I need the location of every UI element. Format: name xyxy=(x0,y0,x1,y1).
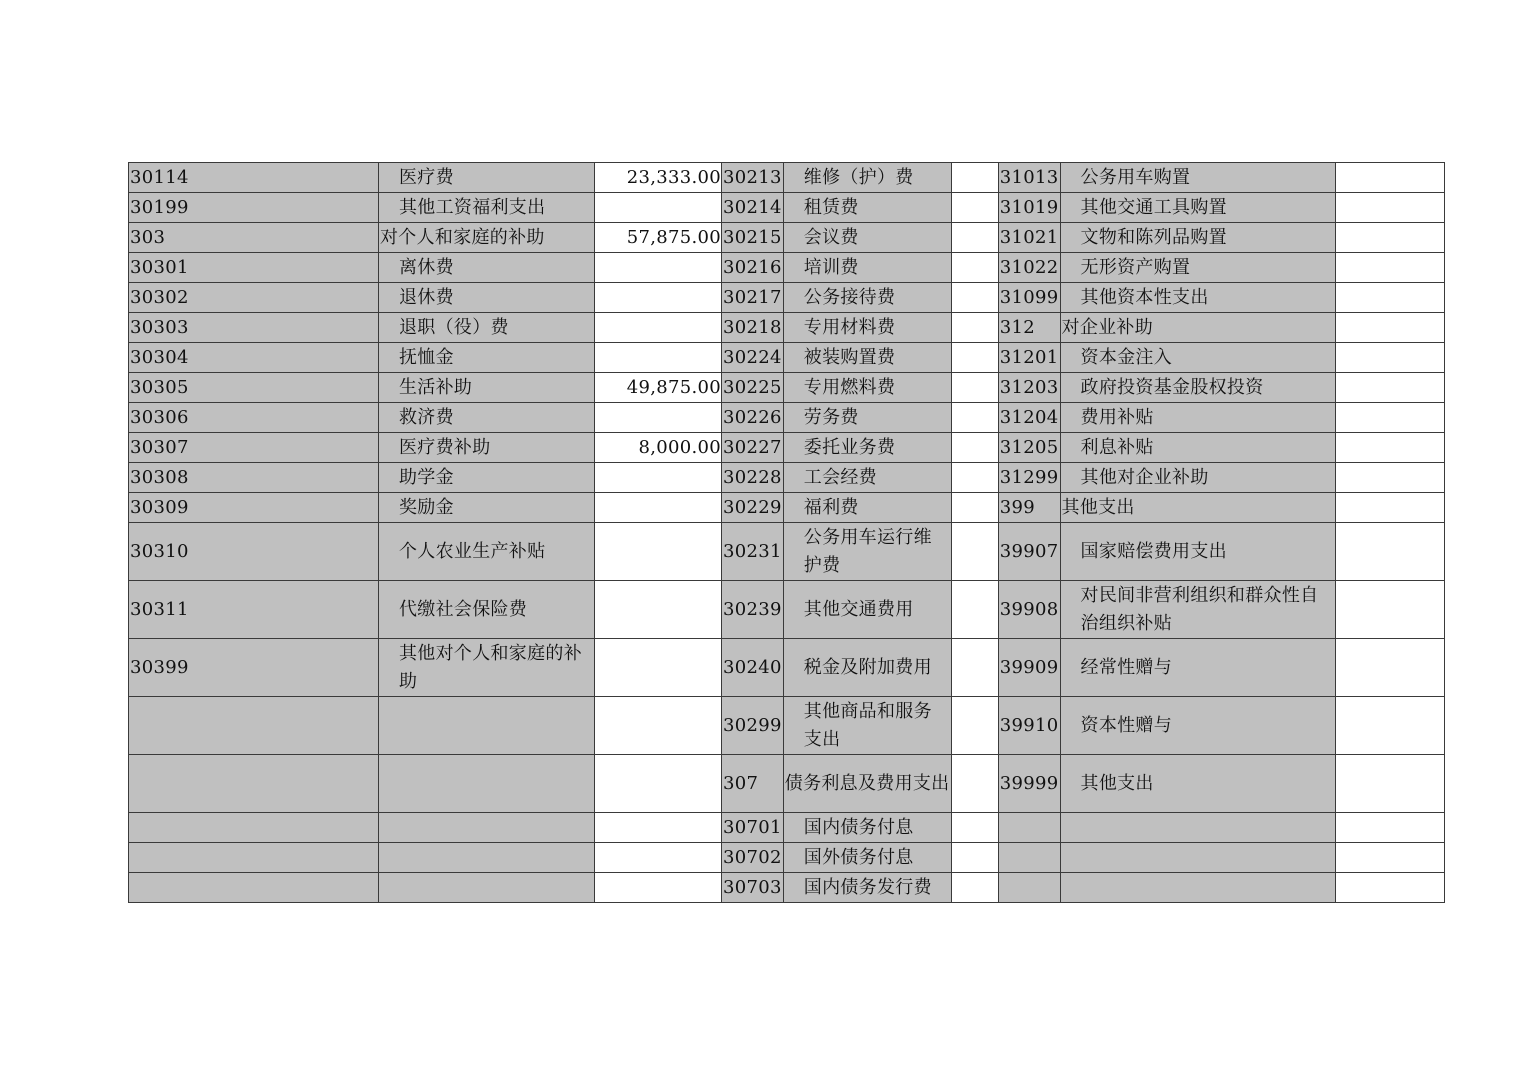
name-cell: 退职（役）费 xyxy=(379,313,595,343)
code-cell: 31205 xyxy=(998,433,1060,463)
amount-cell xyxy=(595,253,722,283)
name-cell xyxy=(379,697,595,755)
amount-cell xyxy=(1335,433,1444,463)
name-cell: 对企业补助 xyxy=(1060,313,1335,343)
amount-cell xyxy=(595,193,722,223)
name-cell: 其他支出 xyxy=(1060,755,1335,813)
code-cell: 30214 xyxy=(722,193,784,223)
amount-cell xyxy=(595,697,722,755)
table-row xyxy=(129,697,1445,755)
amount-cell xyxy=(1335,697,1444,755)
amount-cell xyxy=(1335,343,1444,373)
table-row xyxy=(129,843,1445,873)
amount-cell xyxy=(951,223,998,253)
name-cell: 委托业务费 xyxy=(783,433,951,463)
code-cell xyxy=(998,843,1060,873)
code-cell xyxy=(129,813,379,843)
name-cell: 其他资本性支出 xyxy=(1060,283,1335,313)
name-cell: 代缴社会保险费 xyxy=(379,581,595,639)
code-cell: 30308 xyxy=(129,463,379,493)
table-row xyxy=(129,193,1445,223)
name-cell: 维修（护）费 xyxy=(783,163,951,193)
amount-cell: 57,875.00 xyxy=(595,223,722,253)
table-body xyxy=(129,163,1445,903)
table-row xyxy=(129,639,1445,697)
amount-cell xyxy=(951,313,998,343)
amount-cell xyxy=(1335,755,1444,813)
name-cell: 其他对个人和家庭的补助 xyxy=(379,639,595,697)
amount-cell xyxy=(951,463,998,493)
amount-cell xyxy=(951,493,998,523)
amount-cell xyxy=(1335,523,1444,581)
code-cell: 30216 xyxy=(722,253,784,283)
code-cell: 31019 xyxy=(998,193,1060,223)
table-row xyxy=(129,433,1445,463)
code-cell: 312 xyxy=(998,313,1060,343)
amount-cell xyxy=(595,493,722,523)
code-cell: 399 xyxy=(998,493,1060,523)
amount-cell xyxy=(595,755,722,813)
code-cell: 30224 xyxy=(722,343,784,373)
code-cell: 30227 xyxy=(722,433,784,463)
amount-cell xyxy=(595,313,722,343)
code-cell: 30399 xyxy=(129,639,379,697)
code-cell: 30701 xyxy=(722,813,784,843)
table-row xyxy=(129,283,1445,313)
amount-cell xyxy=(1335,313,1444,343)
code-cell: 30302 xyxy=(129,283,379,313)
code-cell: 39999 xyxy=(998,755,1060,813)
amount-cell xyxy=(595,523,722,581)
amount-cell xyxy=(1335,463,1444,493)
name-cell xyxy=(379,843,595,873)
code-cell: 39908 xyxy=(998,581,1060,639)
name-cell: 政府投资基金股权投资 xyxy=(1060,373,1335,403)
code-cell: 31299 xyxy=(998,463,1060,493)
name-cell: 专用材料费 xyxy=(783,313,951,343)
amount-cell xyxy=(1335,193,1444,223)
name-cell: 租赁费 xyxy=(783,193,951,223)
amount-cell xyxy=(1335,843,1444,873)
name-cell: 对个人和家庭的补助 xyxy=(379,223,595,253)
name-cell: 被装购置费 xyxy=(783,343,951,373)
code-cell: 31203 xyxy=(998,373,1060,403)
name-cell: 其他对企业补助 xyxy=(1060,463,1335,493)
code-cell xyxy=(998,873,1060,903)
code-cell: 30231 xyxy=(722,523,784,581)
amount-cell xyxy=(951,193,998,223)
amount-cell xyxy=(1335,493,1444,523)
name-cell: 国家赔偿费用支出 xyxy=(1060,523,1335,581)
name-cell: 公务接待费 xyxy=(783,283,951,313)
code-cell: 31013 xyxy=(998,163,1060,193)
amount-cell xyxy=(595,813,722,843)
name-cell: 其他支出 xyxy=(1060,493,1335,523)
amount-cell xyxy=(951,639,998,697)
code-cell: 30299 xyxy=(722,697,784,755)
amount-cell xyxy=(951,433,998,463)
name-cell: 对民间非营利组织和群众性自治组织补贴 xyxy=(1060,581,1335,639)
table-row xyxy=(129,581,1445,639)
code-cell: 30229 xyxy=(722,493,784,523)
code-cell: 30215 xyxy=(722,223,784,253)
code-cell: 39909 xyxy=(998,639,1060,697)
name-cell: 工会经费 xyxy=(783,463,951,493)
amount-cell xyxy=(951,283,998,313)
code-cell xyxy=(129,873,379,903)
table-row xyxy=(129,873,1445,903)
code-cell xyxy=(998,813,1060,843)
amount-cell xyxy=(1335,373,1444,403)
code-cell: 30303 xyxy=(129,313,379,343)
amount-cell xyxy=(1335,253,1444,283)
name-cell: 无形资产购置 xyxy=(1060,253,1335,283)
code-cell: 30702 xyxy=(722,843,784,873)
code-cell: 30114 xyxy=(129,163,379,193)
name-cell xyxy=(1060,873,1335,903)
name-cell: 退休费 xyxy=(379,283,595,313)
code-cell: 31021 xyxy=(998,223,1060,253)
table-row xyxy=(129,403,1445,433)
amount-cell xyxy=(1335,873,1444,903)
code-cell: 30310 xyxy=(129,523,379,581)
name-cell: 福利费 xyxy=(783,493,951,523)
amount-cell xyxy=(951,253,998,283)
expense-classification-table xyxy=(128,162,1445,903)
name-cell: 公务用车购置 xyxy=(1060,163,1335,193)
name-cell: 救济费 xyxy=(379,403,595,433)
amount-cell xyxy=(595,639,722,697)
name-cell: 税金及附加费用 xyxy=(783,639,951,697)
name-cell: 会议费 xyxy=(783,223,951,253)
code-cell xyxy=(129,755,379,813)
amount-cell xyxy=(951,373,998,403)
code-cell: 30218 xyxy=(722,313,784,343)
code-cell: 30239 xyxy=(722,581,784,639)
amount-cell xyxy=(595,463,722,493)
amount-cell xyxy=(951,843,998,873)
name-cell: 医疗费 xyxy=(379,163,595,193)
code-cell: 30225 xyxy=(722,373,784,403)
code-cell: 30217 xyxy=(722,283,784,313)
code-cell: 31201 xyxy=(998,343,1060,373)
amount-cell xyxy=(1335,283,1444,313)
name-cell: 国外债务付息 xyxy=(783,843,951,873)
table-row xyxy=(129,755,1445,813)
code-cell: 30305 xyxy=(129,373,379,403)
name-cell: 培训费 xyxy=(783,253,951,283)
name-cell: 专用燃料费 xyxy=(783,373,951,403)
amount-cell xyxy=(951,873,998,903)
code-cell: 30307 xyxy=(129,433,379,463)
code-cell: 30213 xyxy=(722,163,784,193)
amount-cell xyxy=(951,523,998,581)
name-cell: 文物和陈列品购置 xyxy=(1060,223,1335,253)
amount-cell xyxy=(951,581,998,639)
amount-cell xyxy=(1335,163,1444,193)
name-cell: 资本性赠与 xyxy=(1060,697,1335,755)
amount-cell xyxy=(951,163,998,193)
name-cell: 奖励金 xyxy=(379,493,595,523)
code-cell: 30240 xyxy=(722,639,784,697)
code-cell: 303 xyxy=(129,223,379,253)
table-row xyxy=(129,223,1445,253)
name-cell xyxy=(379,755,595,813)
name-cell: 债务利息及费用支出 xyxy=(783,755,951,813)
amount-cell xyxy=(1335,223,1444,253)
name-cell xyxy=(1060,843,1335,873)
amount-cell: 23,333.00 xyxy=(595,163,722,193)
name-cell xyxy=(379,873,595,903)
name-cell: 资本金注入 xyxy=(1060,343,1335,373)
code-cell: 30304 xyxy=(129,343,379,373)
code-cell: 39910 xyxy=(998,697,1060,755)
code-cell: 31204 xyxy=(998,403,1060,433)
amount-cell xyxy=(595,843,722,873)
name-cell: 医疗费补助 xyxy=(379,433,595,463)
name-cell: 劳务费 xyxy=(783,403,951,433)
amount-cell xyxy=(595,873,722,903)
amount-cell: 49,875.00 xyxy=(595,373,722,403)
name-cell: 公务用车运行维护费 xyxy=(783,523,951,581)
table-row xyxy=(129,493,1445,523)
code-cell: 30311 xyxy=(129,581,379,639)
code-cell: 31022 xyxy=(998,253,1060,283)
name-cell: 利息补贴 xyxy=(1060,433,1335,463)
name-cell: 其他交通费用 xyxy=(783,581,951,639)
code-cell xyxy=(129,843,379,873)
table-row xyxy=(129,463,1445,493)
name-cell: 生活补助 xyxy=(379,373,595,403)
name-cell xyxy=(379,813,595,843)
amount-cell xyxy=(951,403,998,433)
name-cell: 国内债务付息 xyxy=(783,813,951,843)
amount-cell xyxy=(595,403,722,433)
name-cell: 国内债务发行费 xyxy=(783,873,951,903)
name-cell: 其他工资福利支出 xyxy=(379,193,595,223)
name-cell: 其他商品和服务支出 xyxy=(783,697,951,755)
amount-cell xyxy=(951,755,998,813)
code-cell: 30309 xyxy=(129,493,379,523)
table-row xyxy=(129,313,1445,343)
name-cell: 离休费 xyxy=(379,253,595,283)
code-cell: 31099 xyxy=(998,283,1060,313)
code-cell xyxy=(129,697,379,755)
name-cell xyxy=(1060,813,1335,843)
amount-cell xyxy=(1335,639,1444,697)
amount-cell xyxy=(1335,403,1444,433)
table-row xyxy=(129,163,1445,193)
table-row xyxy=(129,343,1445,373)
amount-cell xyxy=(951,343,998,373)
amount-cell xyxy=(595,283,722,313)
name-cell: 助学金 xyxy=(379,463,595,493)
code-cell: 30703 xyxy=(722,873,784,903)
name-cell: 个人农业生产补贴 xyxy=(379,523,595,581)
table-row xyxy=(129,373,1445,403)
amount-cell xyxy=(595,343,722,373)
amount-cell xyxy=(951,697,998,755)
code-cell: 30199 xyxy=(129,193,379,223)
table-row xyxy=(129,523,1445,581)
amount-cell xyxy=(951,813,998,843)
code-cell: 307 xyxy=(722,755,784,813)
name-cell: 抚恤金 xyxy=(379,343,595,373)
table-row xyxy=(129,253,1445,283)
amount-cell xyxy=(1335,581,1444,639)
name-cell: 费用补贴 xyxy=(1060,403,1335,433)
amount-cell xyxy=(1335,813,1444,843)
table-row xyxy=(129,813,1445,843)
code-cell: 39907 xyxy=(998,523,1060,581)
code-cell: 30228 xyxy=(722,463,784,493)
code-cell: 30306 xyxy=(129,403,379,433)
name-cell: 经常性赠与 xyxy=(1060,639,1335,697)
amount-cell xyxy=(595,581,722,639)
amount-cell: 8,000.00 xyxy=(595,433,722,463)
code-cell: 30301 xyxy=(129,253,379,283)
name-cell: 其他交通工具购置 xyxy=(1060,193,1335,223)
code-cell: 30226 xyxy=(722,403,784,433)
